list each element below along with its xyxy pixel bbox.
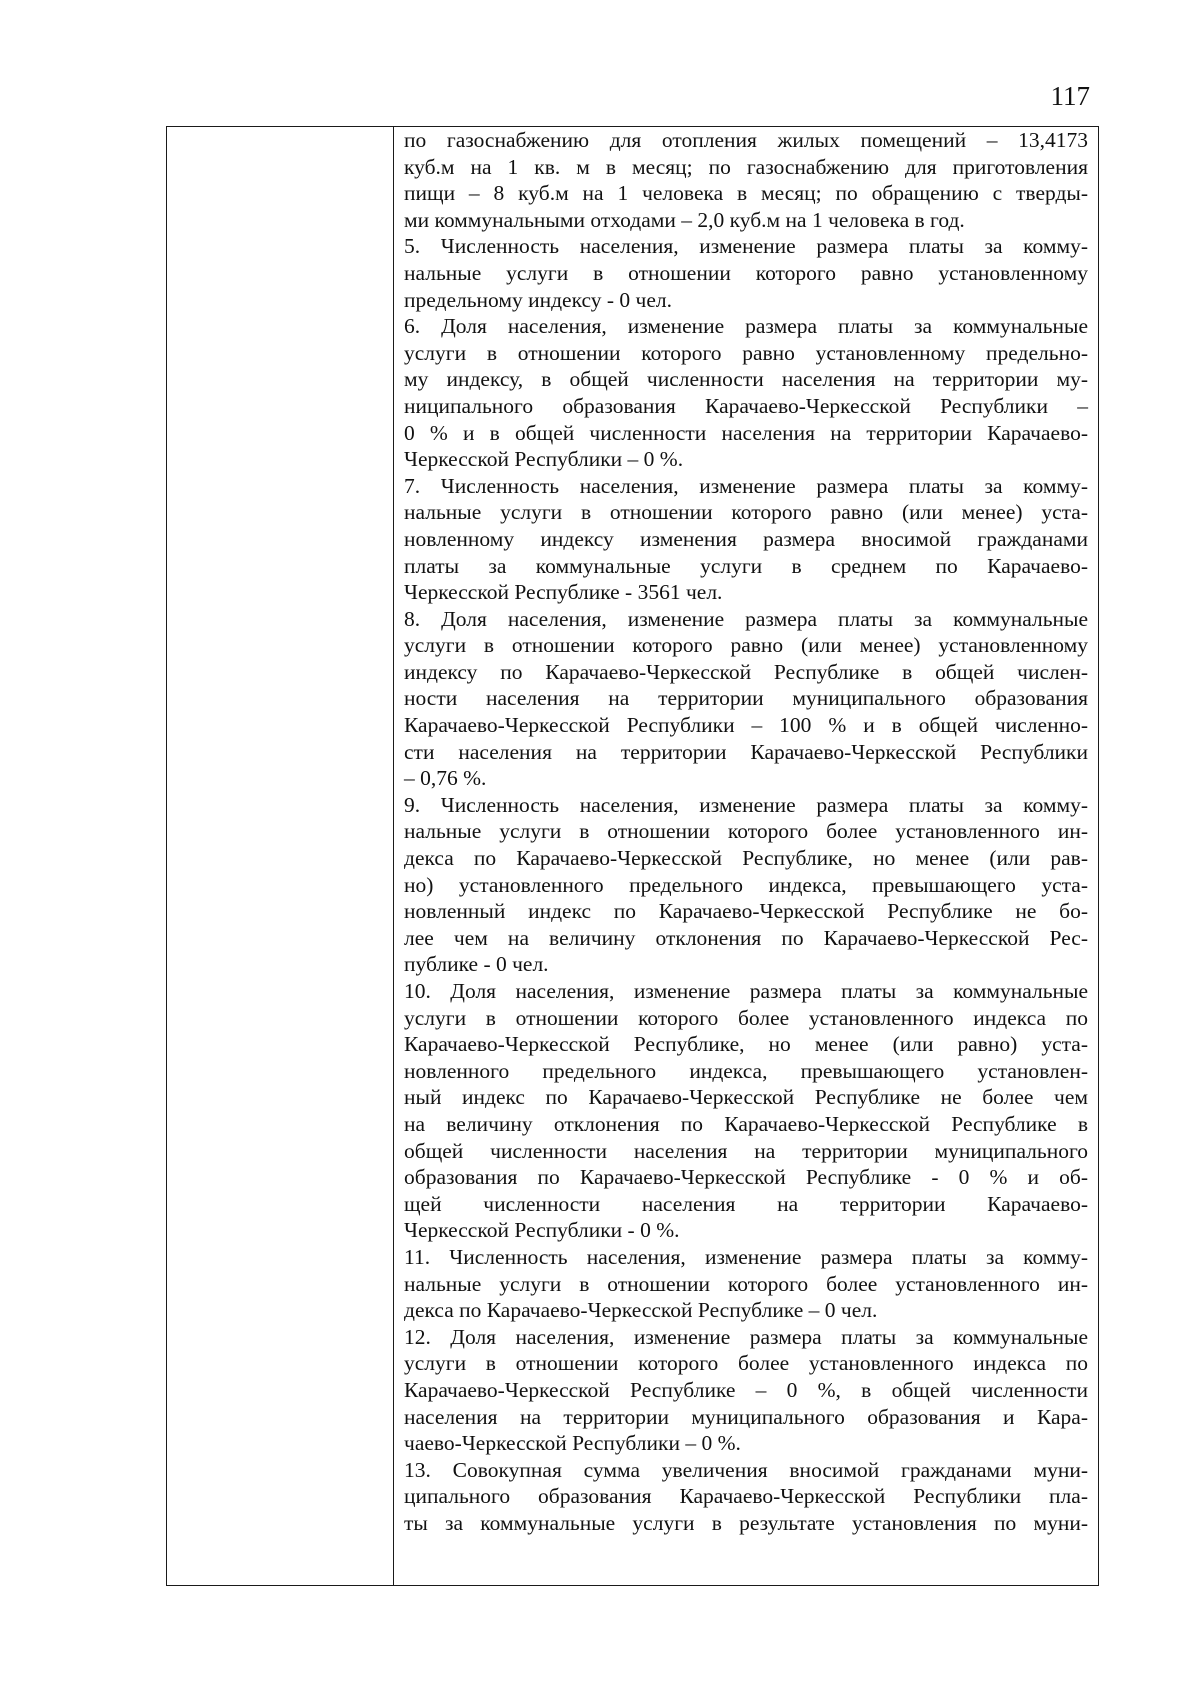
text-line: нальные услуги в отношении которого более установленного ин- xyxy=(404,819,1088,844)
text-line: Карачаево-Черкесской Республике – 0 %, в общей численности xyxy=(404,1377,1088,1402)
text-line: общей численности населения на территории муниципального xyxy=(404,1138,1088,1163)
text-line: новленного предельного индекса, превышающего установлен- xyxy=(404,1058,1088,1083)
table-right-cell xyxy=(394,127,1098,1585)
page-number: 117 xyxy=(1050,81,1090,111)
text-line: Карачаево-Черкесской Республике, но менее (или равно) уста- xyxy=(404,1032,1088,1057)
text-line: щей численности населения на территории Карачаево- xyxy=(404,1191,1088,1216)
document-table xyxy=(166,126,1099,1586)
text-line: нальные услуги в отношении которого равно (или менее) уста- xyxy=(404,500,1088,525)
text-line: – 0,76 %. xyxy=(404,766,487,791)
text-line: индексу по Карачаево-Черкесской Республике в общей числен- xyxy=(404,659,1088,684)
text-line: му индексу, в общей численности населения на территории му- xyxy=(404,367,1088,392)
text-line: по газоснабжению для отопления жилых помещений – 13,4173 xyxy=(404,128,1088,152)
text-line: ниципального образования Карачаево-Черкесской Республики – xyxy=(404,393,1088,418)
text-line: платы за коммунальные услуги в среднем по Карачаево- xyxy=(404,553,1088,578)
text-line: 0 % и в общей численности населения на территории Карачаево- xyxy=(404,420,1088,445)
text-line: 11. Численность населения, изменение размера платы за комму- xyxy=(404,1244,1088,1269)
text-line: 7. Численность населения, изменение размера платы за комму- xyxy=(404,473,1088,498)
text-line: публике - 0 чел. xyxy=(404,952,549,977)
cell-text xyxy=(404,127,1088,1536)
text-line: 6. Доля населения, изменение размера платы за коммунальные xyxy=(404,314,1088,339)
text-line: услуги в отношении которого более установленного индекса по xyxy=(404,1005,1088,1030)
text-line: 5. Численность населения, изменение размера платы за комму- xyxy=(404,234,1088,259)
text-line: услуги в отношении которого равно (или менее) установленному xyxy=(404,633,1088,658)
text-line: нальные услуги в отношении которого более установленного ин- xyxy=(404,1271,1088,1296)
text-line: образования по Карачаево-Черкесской Республике - 0 % и об- xyxy=(404,1165,1088,1190)
text-line: нальные услуги в отношении которого равно установленному xyxy=(404,260,1088,285)
text-line: сти населения на территории Карачаево-Черкесской Республики xyxy=(404,739,1088,764)
text-line: Карачаево-Черкесской Республики – 100 % и в общей численно- xyxy=(404,713,1088,738)
text-line: 8. Доля населения, изменение размера платы за коммунальные xyxy=(404,606,1088,631)
text-line: Черкесской Республики – 0 %. xyxy=(404,447,684,472)
text-line: пищи – 8 куб.м на 1 человека в месяц; по обращению с тверды- xyxy=(404,181,1088,206)
text-line: ты за коммунальные услуги в результате установления по муни- xyxy=(404,1510,1088,1535)
table-left-cell xyxy=(167,127,394,1585)
text-line: услуги в отношении которого более установленного индекса по xyxy=(404,1351,1088,1376)
text-line: ный индекс по Карачаево-Черкесской Республике не более чем xyxy=(404,1085,1088,1110)
text-line: населения на территории муниципального образования и Кара- xyxy=(404,1404,1088,1429)
text-line: 9. Численность населения, изменение размера платы за комму- xyxy=(404,792,1088,817)
text-line: ципального образования Карачаево-Черкесской Республики пла- xyxy=(404,1484,1088,1509)
text-line: но) установленного предельного индекса, превышающего уста- xyxy=(404,872,1088,897)
text-line: декса по Карачаево-Черкесской Республике – 0 чел. xyxy=(404,1298,878,1323)
text-line: Черкесской Республики - 0 %. xyxy=(404,1218,680,1243)
text-line: услуги в отношении которого равно установленному предельно- xyxy=(404,340,1088,365)
text-line: куб.м на 1 кв. м в месяц; по газоснабжению для приготовления xyxy=(404,154,1088,179)
text-line: ности населения на территории муниципального образования xyxy=(404,686,1088,711)
text-line: ми коммунальными отходами – 2,0 куб.м на 1 человека в год. xyxy=(404,207,965,232)
text-line: лее чем на величину отклонения по Карачаево-Черкесской Рес- xyxy=(404,925,1088,950)
text-line: 12. Доля населения, изменение размера платы за коммунальные xyxy=(404,1324,1088,1349)
text-line: декса по Карачаево-Черкесской Республике, но менее (или рав- xyxy=(404,846,1088,871)
text-line: 13. Совокупная сумма увеличения вносимой гражданами муни- xyxy=(404,1457,1088,1482)
text-line: новленному индексу изменения размера вносимой гражданами xyxy=(404,526,1088,551)
text-line: на величину отклонения по Карачаево-Черкесской Республике в xyxy=(404,1111,1088,1136)
text-line: чаево-Черкесской Республики – 0 %. xyxy=(404,1431,741,1456)
text-line: новленный индекс по Карачаево-Черкесской Республике не бо- xyxy=(404,899,1088,924)
text-line: Черкесской Республике - 3561 чел. xyxy=(404,580,723,605)
text-line: предельному индексу - 0 чел. xyxy=(404,287,673,312)
text-line: 10. Доля населения, изменение размера платы за коммунальные xyxy=(404,979,1088,1003)
